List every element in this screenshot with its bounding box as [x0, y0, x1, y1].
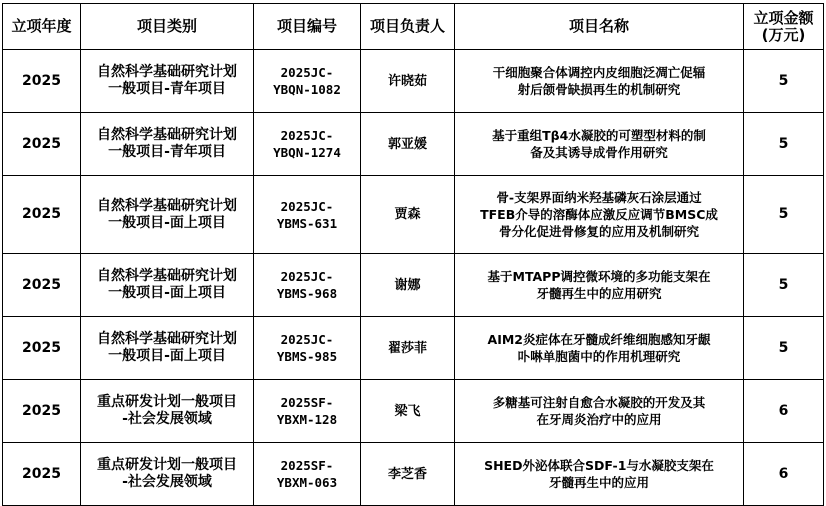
- cell-leader: 翟莎菲: [361, 317, 455, 380]
- cell-amount: 6: [744, 380, 824, 443]
- cell-project-name: [455, 176, 744, 254]
- project-name-line: 多糖基可注射自愈合水凝胶的开发及其: [492, 395, 706, 410]
- cell-year: 2025: [3, 176, 81, 254]
- category-line: 自然科学基础研究计划: [97, 197, 237, 214]
- table-row: [3, 380, 824, 443]
- code-line: YBQN-1082: [273, 82, 341, 97]
- cell-amount: 6: [744, 443, 824, 506]
- project-name-line: 基于MTAPP调控微环境的多功能支架在: [487, 269, 711, 284]
- cell-code: [254, 176, 361, 254]
- project-name-line: 卟啉单胞菌中的作用机理研究: [517, 349, 681, 364]
- code-line: YBQN-1274: [273, 145, 341, 160]
- code-line: 2025JC-: [280, 65, 334, 80]
- header-amount-line1: 立项金额: [753, 8, 814, 27]
- cell-project-name: [455, 113, 744, 176]
- cell-leader: 谢娜: [361, 254, 455, 317]
- cell-project-name: [455, 317, 744, 380]
- header-amount: [744, 4, 824, 50]
- cell-year: 2025: [3, 443, 81, 506]
- table-body: [3, 50, 824, 506]
- cell-amount: 5: [744, 50, 824, 113]
- cell-project-name: [455, 380, 744, 443]
- cell-year: 2025: [3, 317, 81, 380]
- category-line: 自然科学基础研究计划: [97, 64, 237, 80]
- project-name-line: 射后颌骨缺损再生的机制研究: [517, 82, 681, 97]
- header-leader: 项目负责人: [361, 4, 455, 50]
- category-line: 重点研发计划一般项目: [97, 394, 237, 410]
- header-amount-line2: (万元): [761, 25, 806, 44]
- cell-project-name: [455, 443, 744, 506]
- cell-category: [81, 443, 254, 506]
- code-line: YBMS-968: [276, 286, 338, 301]
- cell-category: [81, 176, 254, 254]
- cell-code: [254, 443, 361, 506]
- header-code: 项目编号: [254, 4, 361, 50]
- cell-code: [254, 380, 361, 443]
- category-line: 重点研发计划一般项目: [97, 457, 237, 473]
- project-name-line: 在牙周炎治疗中的应用: [536, 412, 662, 427]
- code-line: 2025SF-: [280, 395, 334, 410]
- table-row: [3, 50, 824, 113]
- cell-amount: 5: [744, 113, 824, 176]
- cell-category: [81, 113, 254, 176]
- cell-category: [81, 254, 254, 317]
- cell-amount: 5: [744, 176, 824, 254]
- code-line: 2025SF-: [280, 458, 334, 473]
- table-row: [3, 317, 824, 380]
- project-table: [2, 3, 824, 506]
- code-line: YBXM-128: [276, 412, 338, 427]
- code-line: YBMS-631: [276, 215, 338, 231]
- project-name-line: SHED外泌体联合SDF-1与水凝胶支架在: [484, 458, 714, 473]
- cell-amount: 5: [744, 254, 824, 317]
- code-line: 2025JC-: [280, 128, 334, 143]
- category-line: 自然科学基础研究计划: [97, 331, 237, 347]
- code-line: 2025JC-: [280, 198, 334, 214]
- category-line: 一般项目-青年项目: [108, 144, 226, 160]
- header-row: [3, 4, 824, 50]
- table-row: [3, 176, 824, 254]
- project-name-line: 干细胞聚合体调控内皮细胞泛凋亡促辐: [492, 65, 706, 80]
- project-name-line: 骨-支架界面纳米羟基磷灰石涂层通过: [496, 190, 702, 205]
- cell-project-name: [455, 254, 744, 317]
- cell-year: 2025: [3, 50, 81, 113]
- cell-amount: 5: [744, 317, 824, 380]
- project-name-line: 牙髓再生中的应用研究: [536, 286, 662, 301]
- project-name-line: AIM2炎症体在牙髓成纤维细胞感知牙龈: [487, 332, 711, 347]
- cell-category: [81, 317, 254, 380]
- project-name-line: 骨分化促进骨修复的应用及机制研究: [498, 224, 699, 239]
- header-category: 项目类别: [81, 4, 254, 50]
- category-line: 自然科学基础研究计划: [97, 127, 237, 143]
- category-line: 一般项目-面上项目: [108, 348, 226, 364]
- code-line: 2025JC-: [280, 269, 334, 284]
- project-name-line: 备及其诱导成骨作用研究: [530, 145, 668, 160]
- category-line: 一般项目-面上项目: [108, 214, 226, 231]
- category-line: -社会发展领域: [122, 474, 212, 490]
- category-line: 自然科学基础研究计划: [97, 268, 237, 284]
- cell-category: [81, 380, 254, 443]
- cell-year: 2025: [3, 113, 81, 176]
- cell-leader: 郭亚媛: [361, 113, 455, 176]
- cell-code: [254, 317, 361, 380]
- cell-leader: 李芝香: [361, 443, 455, 506]
- project-name-line: TFEB介导的溶酶体应激反应调节BMSC成: [480, 207, 718, 222]
- project-name-line: 基于重组Tβ4水凝胶的可塑型材料的制: [492, 128, 706, 143]
- cell-project-name: [455, 50, 744, 113]
- cell-leader: 许晓茹: [361, 50, 455, 113]
- code-line: YBXM-063: [276, 475, 338, 490]
- category-line: 一般项目-青年项目: [108, 81, 226, 97]
- code-line: YBMS-985: [276, 349, 338, 364]
- header-name: 项目名称: [455, 4, 744, 50]
- cell-year: 2025: [3, 254, 81, 317]
- cell-code: [254, 254, 361, 317]
- project-name-line: 牙髓再生中的应用: [548, 475, 649, 490]
- cell-category: [81, 50, 254, 113]
- code-line: 2025JC-: [280, 332, 334, 347]
- table-row: [3, 443, 824, 506]
- cell-code: [254, 50, 361, 113]
- cell-leader: 梁飞: [361, 380, 455, 443]
- header-year: 立项年度: [3, 4, 81, 50]
- category-line: 一般项目-面上项目: [108, 285, 226, 301]
- cell-year: 2025: [3, 380, 81, 443]
- category-line: -社会发展领域: [122, 411, 212, 427]
- table-row: [3, 113, 824, 176]
- table-row: [3, 254, 824, 317]
- cell-code: [254, 113, 361, 176]
- cell-leader: 贾森: [361, 176, 455, 254]
